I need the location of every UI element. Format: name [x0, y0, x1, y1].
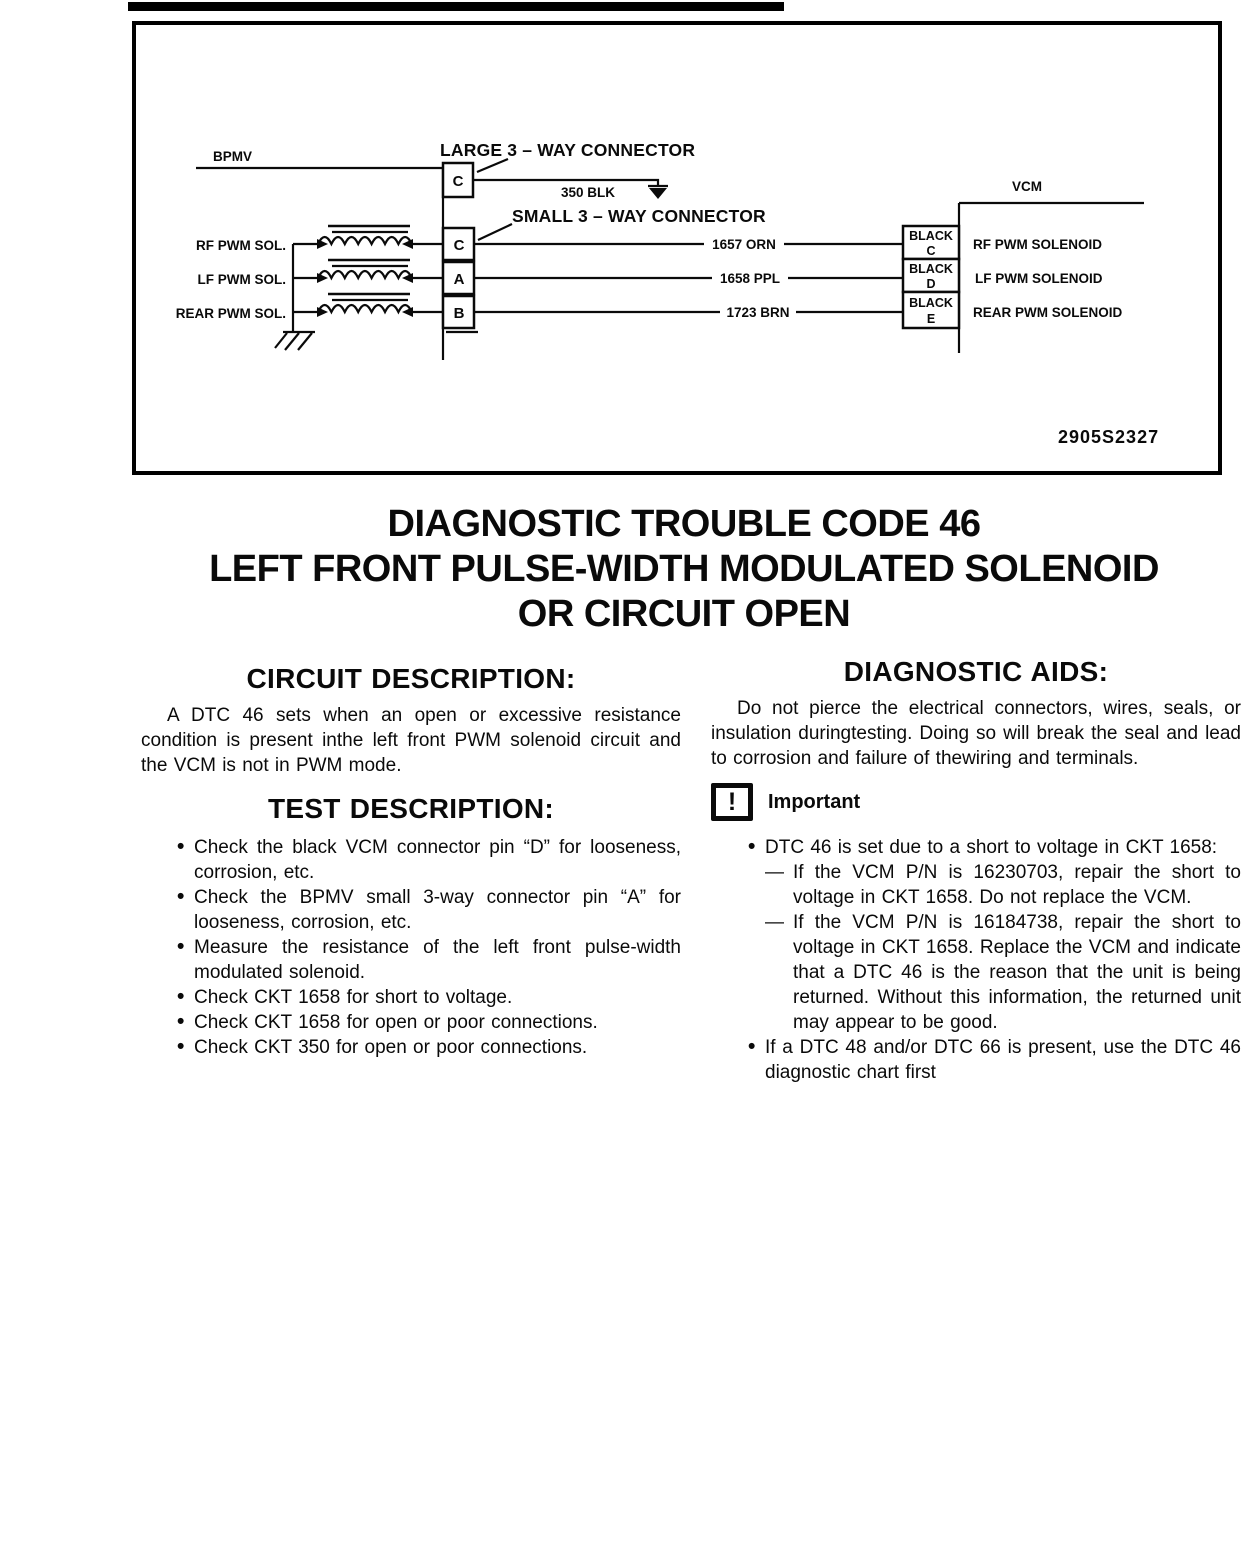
wiring-diagram [136, 25, 1218, 471]
list-item: • Check CKT 350 for open or poor connections. [194, 1035, 681, 1060]
title-line-2: LEFT FRONT PULSE-WIDTH MODULATED SOLENOID [209, 548, 1159, 590]
bpmv-label: BPMV [213, 149, 253, 164]
diagnostic-aids-list [711, 835, 1241, 1085]
bullet-text: • If a DTC 48 and/or DTC 66 is present, use the DTC 46 diagnostic chart first [765, 1037, 1241, 1083]
title-line-1: DIAGNOSTIC TROUBLE CODE 46 [387, 503, 981, 545]
wiring-diagram-frame [132, 21, 1222, 475]
important-icon [711, 783, 753, 821]
vcm-solenoid-rear: REAR PWM SOLENOID [973, 305, 1123, 320]
diagram-wires [196, 159, 1144, 360]
circuit-description-body: A DTC 46 sets when an open or excessive resistance condition is present inthe left front PWM solenoid circuit and the VCM is not in PWM mode. [141, 705, 681, 776]
list-item: • Check CKT 1658 for short to voltage. [194, 985, 681, 1010]
vcm-pin-d: D [926, 277, 936, 291]
sub-item: — If the VCM P/N is 16230703, repair the short to voltage in CKT 1658. Do not replace the VCM. [765, 860, 1241, 910]
pin-label-b: B [453, 305, 465, 322]
figure-number: 2905S2327 [1058, 427, 1160, 447]
vcm-solenoid-lf: LF PWM SOLENOID [975, 271, 1103, 286]
test-description-list [141, 835, 681, 1060]
vcm-solenoid-rf: RF PWM SOLENOID [973, 237, 1102, 252]
list-item [765, 835, 1241, 1035]
pin-label-c: C [453, 237, 465, 254]
solenoid-label-lf: LF PWM SOL. [197, 272, 286, 287]
diagnostic-aids-body: Do not pierce the electrical connectors, wires, seals, or insulation duringtesting. Doing so will break the seal and lead to corrosion and failure of thewiring and terminals. [711, 698, 1241, 769]
list-item: • Measure the resistance of the left front pulse-width modulated solenoid. [194, 935, 681, 985]
ground-wire-label: 350 BLK [560, 185, 616, 200]
important-label: Important [768, 790, 861, 813]
left-column [141, 662, 681, 1060]
solenoid-label-rear: REAR PWM SOL. [175, 306, 286, 321]
right-column [711, 655, 1241, 1085]
list-item: • Check the BPMV small 3-way connector pin “A” for looseness, corrosion, etc. [194, 885, 681, 935]
list-item: • Check CKT 1658 for open or poor connections. [194, 1010, 681, 1035]
scan-artifact-bar [128, 2, 784, 11]
vcm-pin-c: C [926, 244, 936, 258]
large-connector-label: LARGE 3 – WAY CONNECTOR [440, 140, 696, 160]
vcm-pin-color-c: BLACK [909, 229, 953, 243]
vcm-pin-color-d: BLACK [909, 262, 953, 276]
wire-label-rf: 1657 ORN [712, 237, 776, 252]
test-description-heading: TEST DESCRIPTION: [267, 793, 555, 824]
bullet-text: • DTC 46 is set due to a short to voltage in CKT 1658: [765, 837, 1218, 858]
solenoid-label-rf: RF PWM SOL. [196, 238, 286, 253]
wire-label-lf: 1658 PPL [719, 271, 781, 286]
sub-item: — If the VCM P/N is 16184738, repair the short to voltage in CKT 1658. Replace the VCM and indicate that a DTC 46 is the reason that the unit is being returned. Without this information, the returned unit may appear to be good. [765, 910, 1241, 1035]
vcm-pin-e: E [926, 312, 936, 326]
page-title [120, 502, 1248, 637]
circuit-description-heading: CIRCUIT DESCRIPTION: [246, 663, 576, 694]
large-pin-label: C [452, 173, 464, 190]
title-line-3: OR CIRCUIT OPEN [517, 593, 851, 635]
pin-label-a: A [453, 271, 465, 288]
important-note [711, 781, 1241, 823]
ground-symbol [649, 188, 667, 199]
vcm-label: VCM [1012, 179, 1042, 194]
list-item [765, 1035, 1241, 1085]
vcm-pin-color-e: BLACK [909, 296, 953, 310]
small-connector-label: SMALL 3 – WAY CONNECTOR [512, 206, 766, 226]
list-item: • Check the black VCM connector pin “D” for looseness, corrosion, etc. [194, 835, 681, 885]
exclamation-glyph: ! [727, 787, 737, 816]
wire-label-rear: 1723 BRN [726, 305, 790, 320]
diagnostic-aids-heading: DIAGNOSTIC AIDS: [843, 656, 1109, 687]
